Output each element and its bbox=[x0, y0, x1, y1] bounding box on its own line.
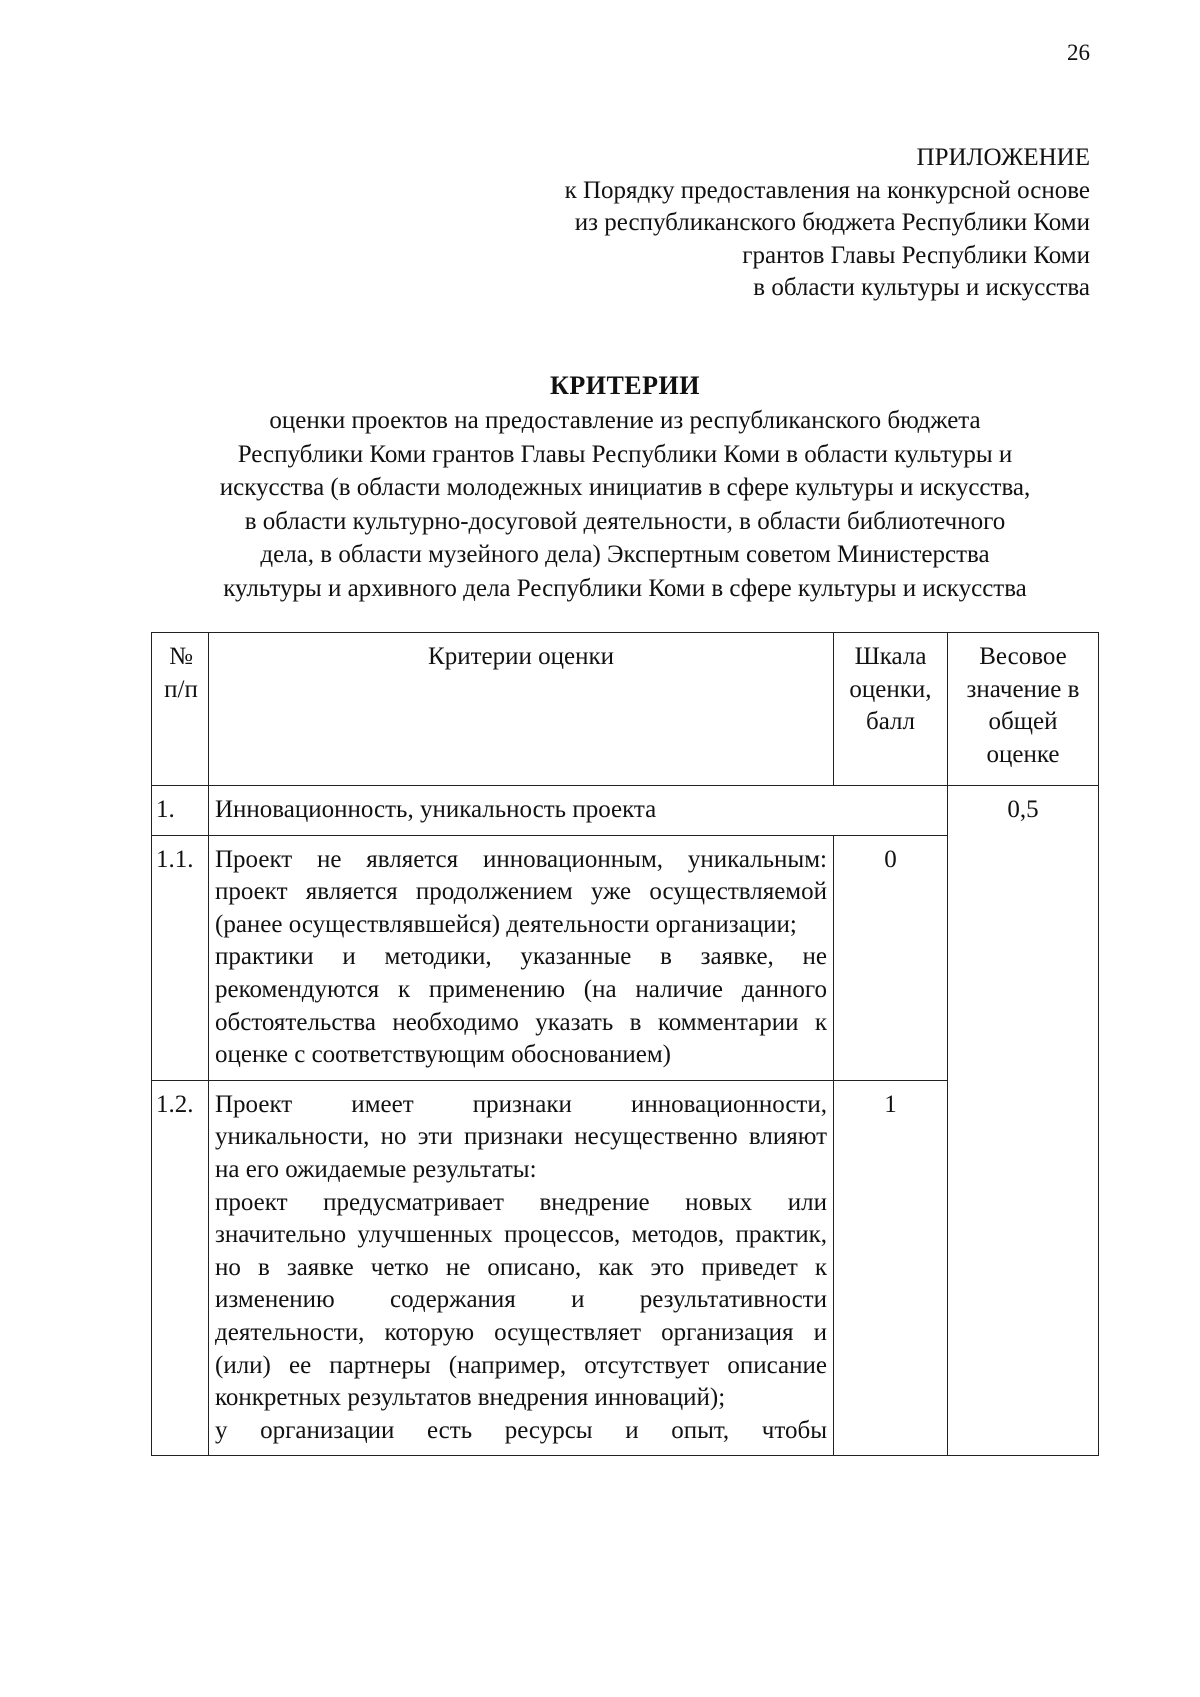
header-num: № п/п bbox=[152, 633, 209, 786]
header-scale: Шкала оценки, балл bbox=[834, 633, 948, 786]
row-weight: 0,5 bbox=[948, 786, 1099, 1456]
header-weight: Весовое значение в общей оценке bbox=[948, 633, 1099, 786]
criteria-subtitle-line: дела, в области музейного дела) Экспертным советом Министерства bbox=[260, 541, 990, 568]
criteria-subtitle-line: культуры и архивного дела Республики Коми в сфере культуры и искусства bbox=[223, 574, 1027, 602]
appendix-line: в области культуры и искусства bbox=[753, 274, 1090, 301]
row-criteria-text: Инновационность, уникальность проекта bbox=[209, 786, 948, 836]
criteria-subtitle-line: в области культурно-досуговой деятельности, в области библиотечного bbox=[244, 507, 1006, 535]
criteria-paragraph: Проект не является инновационным, уникальным: проект является продолжением уже осуществляемой (ранее осуществлявшейся) деятельности организации; bbox=[215, 845, 827, 938]
page-number: 26 bbox=[1067, 40, 1090, 65]
appendix-line: из республиканского бюджета Республики Коми bbox=[574, 209, 1090, 236]
header-criteria: Критерии оценки bbox=[209, 633, 834, 786]
criteria-paragraph: проект предусматривает внедрение новых или значительно улучшенных процессов, методов, практик, но в заявке четко не описано, как это приведет к изменению содержания и результативности деятельности, которую осуществляет организация и (или) ее партнеры (например, отсутствует описание конкретных результатов внедрения инноваций); bbox=[215, 1188, 827, 1412]
row-score: 1 bbox=[834, 1080, 948, 1456]
criteria-paragraph: Проект имеет признаки инновационности, уникальности, но эти признаки несущественно влияют на его ожидаемые результаты: bbox=[215, 1090, 827, 1183]
criteria-paragraph: у организации есть ресурсы и опыт, чтобы bbox=[215, 1416, 827, 1444]
criteria-subtitle-line: оценки проектов на предоставление из республиканского бюджета bbox=[269, 407, 981, 434]
row-num: 1.1. bbox=[152, 835, 209, 1080]
row-score: 0 bbox=[834, 835, 948, 1080]
criteria-subtitle-line: искусства (в области молодежных инициатив в сфере культуры и искусства, bbox=[219, 474, 1031, 501]
row-num: 1.2. bbox=[152, 1080, 209, 1456]
criteria-paragraph: практики и методики, указанные в заявке, не рекомендуются к применению (на наличие данного обстоятельства необходимо указать в комментарии к оценке с соответствующим обоснованием) bbox=[215, 943, 827, 1069]
appendix-title: ПРИЛОЖЕНИЕ bbox=[916, 144, 1090, 171]
row-criteria-text bbox=[209, 1080, 834, 1456]
criteria-title: КРИТЕРИИ bbox=[550, 371, 700, 400]
criteria-table bbox=[151, 632, 1099, 1456]
appendix-block bbox=[565, 142, 1090, 305]
criteria-subtitle bbox=[150, 404, 1100, 605]
table-header-row bbox=[152, 633, 1099, 786]
row-num: 1. bbox=[152, 786, 209, 836]
appendix-line: к Порядку предоставления на конкурсной основе bbox=[564, 176, 1090, 204]
criteria-subtitle-line: Республики Коми грантов Главы Республики Коми в области культуры и bbox=[237, 440, 1013, 468]
appendix-line: грантов Главы Республики Коми bbox=[742, 241, 1090, 269]
criteria-heading bbox=[150, 368, 1100, 605]
row-criteria-text bbox=[209, 835, 834, 1080]
table-row bbox=[152, 786, 1099, 836]
